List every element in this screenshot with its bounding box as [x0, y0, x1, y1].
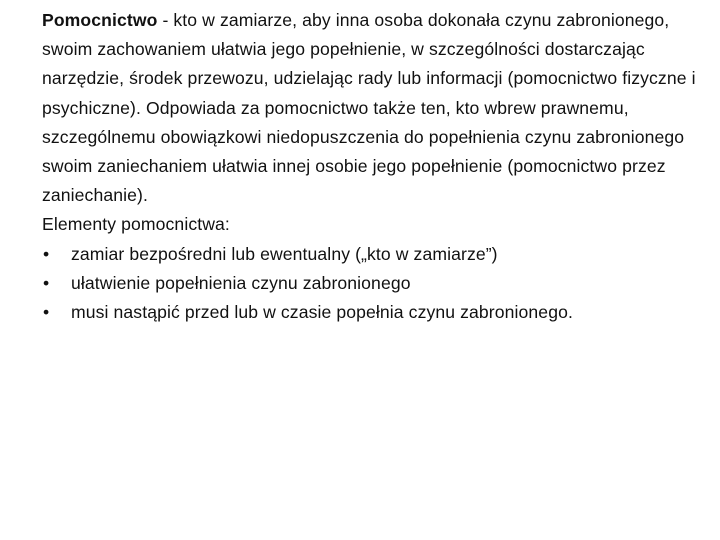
definition-paragraph [42, 6, 714, 210]
list-item-text: zamiar bezpośredni lub ewentualny („kto w zamiarze”) [71, 243, 498, 264]
slide-content [42, 6, 714, 327]
bullet-icon: • [43, 302, 50, 323]
elements-list [42, 240, 714, 328]
definition-text: - kto w zamiarze, aby inna osoba dokonała czynu zabronionego, swoim zachowaniem ułatwia jego popełnienie, w szczególności dostarczając narzędzie, środek przewozu, udzielając rady lub informacji (pomocnictwo fizyczne i psychiczne). Odpowiada za pomocnictwo także ten, kto wbrew prawnemu, szczególnemu obowiązkowi niedopuszczenia do popełnienia czynu zabronionego swoim zaniechaniem ułatwia innej osobie jego popełnienie (pomocnictwo przez zaniechanie). [42, 10, 696, 206]
list-item [42, 298, 714, 327]
defined-term: Pomocnictwo [42, 10, 158, 30]
list-item-text: ułatwienie popełnienia czynu zabronionego [71, 272, 411, 293]
list-item [42, 240, 714, 269]
bullet-icon: • [43, 243, 50, 264]
list-item [42, 269, 714, 298]
list-item-text: musi nastąpić przed lub w czasie popełnia czynu zabronionego. [71, 302, 573, 323]
elements-heading: Elementy pomocnictwa: [42, 214, 230, 235]
bullet-icon: • [43, 272, 50, 293]
